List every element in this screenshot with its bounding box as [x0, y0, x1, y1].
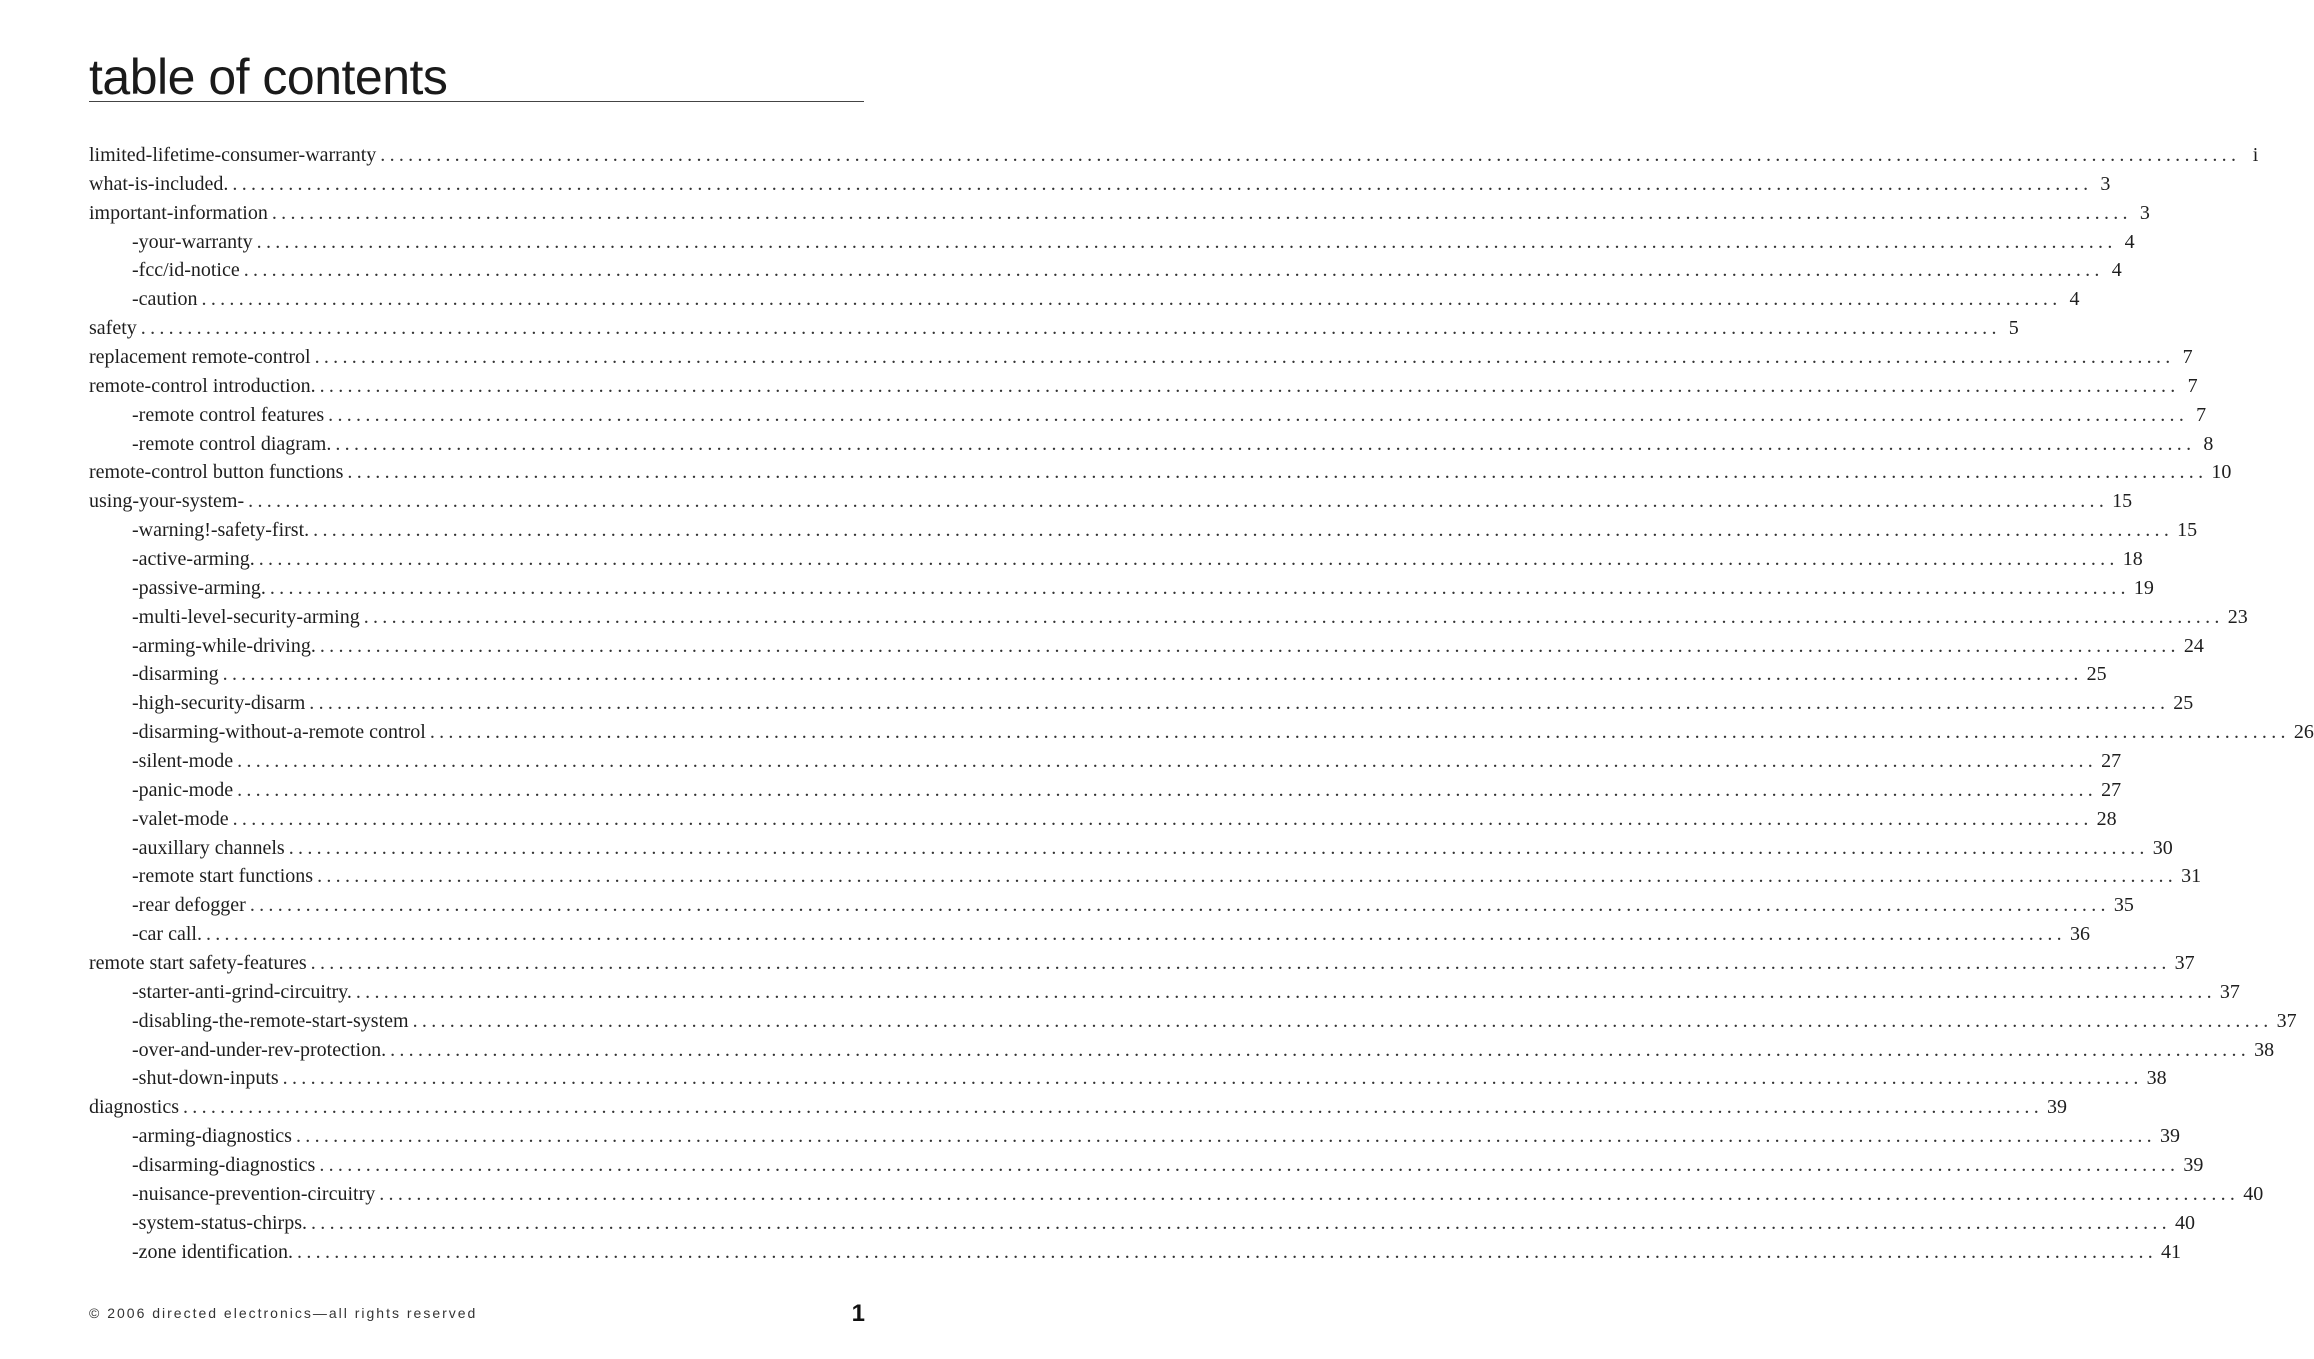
- toc-entry-page: 4: [2069, 288, 2080, 311]
- toc-entry-page: 4: [2124, 230, 2135, 253]
- toc-subentry: [89, 747, 2122, 776]
- toc-entry-label: -disabling-the-remote-start-system: [132, 1009, 409, 1032]
- dot-leader: ........................................................................................................................................................................................................: [313, 519, 2174, 542]
- toc-entry-label: -silent-mode: [132, 749, 234, 772]
- toc-entry: [89, 949, 2195, 978]
- toc-subentry: [89, 689, 2194, 718]
- toc-subentry: [89, 1007, 2297, 1036]
- toc-entry-label: -disarming-diagnostics: [132, 1154, 316, 1176]
- toc-entry-label: remote-control button functions: [89, 461, 344, 484]
- dot-leader: ........................................................................................................................................................................................................: [232, 172, 2093, 195]
- toc-entry-page: 3: [2139, 201, 2150, 224]
- dot-leader: ........................................................................................................................................................................................................: [249, 894, 2110, 917]
- toc-entry-page: 7: [2187, 374, 2198, 397]
- toc-subentry: [89, 1151, 2204, 1180]
- toc-entry-label: -disarming: [132, 663, 219, 686]
- toc-entry: [89, 1093, 2067, 1122]
- toc-subentry: [89, 891, 2134, 920]
- page-number: 1: [851, 1300, 865, 1327]
- toc-entry: [89, 372, 2198, 401]
- dot-leader: ........................................................................................................................................................................................................: [328, 403, 2189, 426]
- toc-entry-label: -valet-mode: [132, 807, 229, 830]
- toc-entry-page: 4: [2111, 259, 2122, 282]
- toc-subentry: [89, 603, 2248, 632]
- toc-entry-page: 35: [2113, 894, 2134, 917]
- toc-entry-label: -rear defogger: [132, 894, 246, 917]
- dot-leader: ........................................................................................................................................................................................................: [271, 201, 2132, 224]
- toc-entry-label: -your-warranty: [132, 230, 253, 253]
- toc-subentry: [89, 834, 2173, 863]
- toc-entry-label: diagnostics: [89, 1096, 179, 1119]
- dot-leader: ........................................................................................................................................................................................................: [205, 923, 2066, 946]
- toc-entry: [89, 458, 2232, 487]
- toc-entry-page: 27: [2101, 778, 2122, 801]
- toc-entry-page: 38: [2146, 1067, 2167, 1090]
- copyright-notice: © 2006 directed electronics—all rights reserved: [89, 1305, 478, 1321]
- toc-entry-page: 36: [2069, 923, 2090, 946]
- table-of-contents-list: [89, 141, 2314, 1267]
- toc-entry-page: 23: [2227, 605, 2248, 628]
- toc-entry-label: remote start safety-features: [89, 951, 307, 974]
- toc-entry-label: -remote control features: [132, 403, 325, 426]
- dot-leader: ........................................................................................................................................................................................................: [363, 605, 2224, 628]
- toc-entry-page: 38: [2254, 1038, 2275, 1061]
- dot-leader: ........................................................................................................................................................................................................: [243, 259, 2104, 282]
- toc-entry-label: -nuisance-prevention-circuitry: [132, 1182, 376, 1205]
- toc-entry-page: 24: [2183, 634, 2204, 657]
- toc-entry: [89, 314, 2019, 343]
- toc-entry-page: 31: [2181, 865, 2202, 888]
- toc-entry-label: -shut-down-inputs: [132, 1067, 279, 1090]
- toc-entry-page: 25: [2086, 663, 2107, 686]
- dot-leader: ........................................................................................................................................................................................................: [317, 865, 2178, 888]
- toc-entry-label: replacement remote-control: [89, 345, 311, 368]
- toc-entry-page: 15: [2112, 490, 2133, 513]
- toc-entry-label: -passive-arming.: [132, 576, 266, 599]
- toc-subentry: [89, 660, 2107, 689]
- toc-entry-page: 5: [2008, 317, 2019, 340]
- dot-leader: ........................................................................................................................................................................................................: [347, 461, 2208, 484]
- toc-entry: [89, 343, 2193, 372]
- toc-entry-page: 25: [2173, 692, 2194, 715]
- toc-entry-label: -caution: [132, 288, 198, 311]
- toc-entry-page: 41: [2161, 1240, 2182, 1263]
- toc-subentry: [89, 516, 2198, 545]
- dot-leader: ........................................................................................................................................................................................................: [140, 317, 2001, 340]
- toc-entry-page: 40: [2174, 1211, 2195, 1234]
- dot-leader: ........................................................................................................................................................................................................: [237, 778, 2098, 801]
- toc-entry-page: 15: [2177, 519, 2198, 542]
- toc-subentry: [89, 978, 2240, 1007]
- toc-entry-label: -remote control diagram.: [132, 432, 332, 455]
- toc-subentry: [89, 1209, 2195, 1238]
- toc-entry-page: 3: [2100, 172, 2111, 195]
- dot-leader: ........................................................................................................................................................................................................: [310, 1211, 2171, 1234]
- dot-leader: ........................................................................................................................................................................................................: [319, 374, 2180, 397]
- toc-entry: [89, 199, 2150, 228]
- dot-leader: ........................................................................................................................................................................................................: [282, 1067, 2143, 1090]
- toc-subentry: [89, 920, 2090, 949]
- toc-subentry: [89, 1122, 2180, 1151]
- toc-subentry: [89, 1036, 2275, 1065]
- toc-subentry: [89, 776, 2122, 805]
- toc-subentry: [89, 1065, 2167, 1094]
- toc-entry-page: 39: [2159, 1125, 2180, 1148]
- toc-entry-page: 30: [2152, 836, 2173, 859]
- toc-entry: [89, 487, 2133, 516]
- toc-entry-label: safety: [89, 317, 137, 340]
- toc-entry-label: -active-arming.: [132, 547, 255, 570]
- dot-leader: ........................................................................................................................................................................................................: [309, 692, 2170, 715]
- dot-leader: ........................................................................................................................................................................................................: [319, 634, 2180, 657]
- dot-leader: ........................................................................................................................................................................................................: [429, 721, 2290, 744]
- toc-entry-page: 28: [2096, 807, 2117, 830]
- dot-leader: ........................................................................................................................................................................................................: [222, 663, 2083, 686]
- toc-entry-page: 39: [2183, 1154, 2204, 1176]
- toc-entry-label: -high-security-disarm: [132, 692, 306, 715]
- toc-subentry: [89, 545, 2143, 574]
- toc-entry-label: -over-and-under-rev-protection.: [132, 1038, 387, 1061]
- toc-entry-page: 37: [2174, 951, 2195, 974]
- toc-entry-page: 8: [2203, 432, 2214, 455]
- toc-entry-label: limited-lifetime-consumer-warranty: [89, 143, 377, 166]
- toc-subentry: [89, 718, 2314, 747]
- dot-leader: ........................................................................................................................................................................................................: [288, 836, 2149, 859]
- toc-entry-label: -warning!-safety-first.: [132, 519, 310, 542]
- toc-entry-page: 40: [2243, 1182, 2264, 1205]
- toc-subentry: [89, 285, 2080, 314]
- page-title: table of contents: [89, 49, 448, 105]
- dot-leader: ........................................................................................................................................................................................................: [355, 980, 2216, 1003]
- toc-subentry: [89, 256, 2122, 285]
- toc-entry: [89, 141, 2259, 170]
- toc-entry-page: 26: [2293, 721, 2314, 744]
- toc-entry-page: 19: [2133, 576, 2154, 599]
- toc-entry-label: -multi-level-security-arming: [132, 605, 360, 628]
- toc-entry-label: remote-control introduction.: [89, 374, 316, 397]
- dot-leader: ........................................................................................................................................................................................................: [297, 1240, 2158, 1263]
- dot-leader: ........................................................................................................................................................................................................: [295, 1125, 2156, 1148]
- dot-leader: ........................................................................................................................................................................................................: [380, 143, 2241, 166]
- dot-leader: ........................................................................................................................................................................................................: [310, 951, 2171, 974]
- toc-subentry: [89, 862, 2202, 891]
- dot-leader: ........................................................................................................................................................................................................: [248, 490, 2109, 513]
- toc-entry-label: -car call.: [132, 923, 202, 946]
- toc-entry: [89, 170, 2111, 199]
- toc-subentry: [89, 805, 2117, 834]
- dot-leader: ........................................................................................................................................................................................................: [319, 1154, 2180, 1176]
- toc-entry-page: 10: [2211, 461, 2232, 484]
- toc-entry-page: 39: [2047, 1096, 2067, 1119]
- toc-entry-page: 7: [2182, 345, 2193, 368]
- toc-subentry: [89, 1238, 2182, 1267]
- toc-entry-label: using-your-system-: [89, 490, 245, 513]
- dot-leader: ........................................................................................................................................................................................................: [390, 1038, 2251, 1061]
- toc-entry-page: 18: [2122, 547, 2143, 570]
- dot-leader: ........................................................................................................................................................................................................: [237, 749, 2098, 772]
- toc-entry-label: -starter-anti-grind-circuitry.: [132, 980, 352, 1003]
- toc-entry-label: -arming-while-driving.: [132, 634, 316, 657]
- dot-leader: ........................................................................................................................................................................................................: [335, 432, 2196, 455]
- toc-subentry: [89, 430, 2214, 459]
- toc-entry-label: -zone identification.: [132, 1240, 294, 1263]
- toc-entry-page: 37: [2219, 980, 2240, 1003]
- toc-entry-page: 7: [2196, 403, 2207, 426]
- toc-entry-label: -remote start functions: [132, 865, 314, 888]
- dot-leader: ........................................................................................................................................................................................................: [183, 1096, 2043, 1119]
- toc-subentry: [89, 632, 2204, 661]
- toc-entry-page: i: [2252, 143, 2259, 166]
- dot-leader: ........................................................................................................................................................................................................: [258, 547, 2119, 570]
- dot-leader: ........................................................................................................................................................................................................: [379, 1182, 2240, 1205]
- dot-leader: ........................................................................................................................................................................................................: [269, 576, 2130, 599]
- toc-entry-label: -auxillary channels: [132, 836, 285, 859]
- toc-entry-label: what-is-included.: [89, 172, 229, 195]
- dot-leader: ........................................................................................................................................................................................................: [412, 1009, 2273, 1032]
- toc-entry-page: 37: [2276, 1009, 2297, 1032]
- toc-entry-label: -disarming-without-a-remote control: [132, 721, 426, 744]
- dot-leader: ........................................................................................................................................................................................................: [256, 230, 2117, 253]
- toc-subentry: [89, 401, 2207, 430]
- dot-leader: ........................................................................................................................................................................................................: [232, 807, 2093, 830]
- title-underline: [89, 101, 864, 102]
- toc-subentry: [89, 228, 2135, 257]
- toc-subentry: [89, 1180, 2264, 1209]
- toc-entry-label: -panic-mode: [132, 778, 234, 801]
- toc-entry-label: -arming-diagnostics: [132, 1125, 292, 1148]
- toc-entry-page: 27: [2101, 749, 2122, 772]
- dot-leader: ........................................................................................................................................................................................................: [314, 345, 2175, 368]
- dot-leader: ........................................................................................................................................................................................................: [201, 288, 2062, 311]
- toc-subentry: [89, 574, 2154, 603]
- toc-entry-label: important-information: [89, 201, 268, 224]
- toc-entry-label: -system-status-chirps.: [132, 1211, 307, 1234]
- toc-entry-label: -fcc/id-notice: [132, 259, 240, 282]
